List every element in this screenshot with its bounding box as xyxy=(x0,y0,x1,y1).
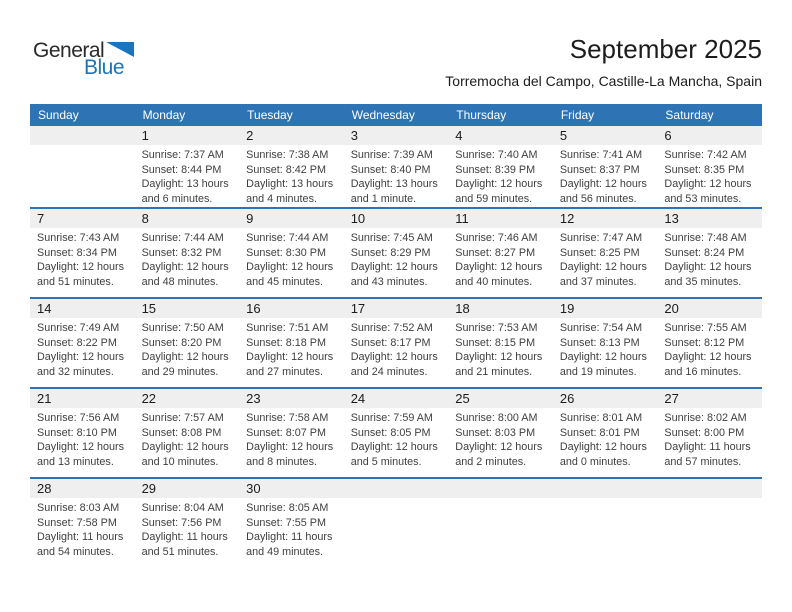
day-number: 30 xyxy=(239,479,344,498)
day-details xyxy=(553,408,658,469)
day-details xyxy=(657,228,762,289)
day-number xyxy=(448,479,553,498)
daylight-text: Daylight: 12 hours and 59 minutes. xyxy=(455,178,543,205)
daylight-text: Daylight: 12 hours and 8 minutes. xyxy=(246,441,334,468)
sunset-text: Sunset: 8:15 PM xyxy=(455,336,536,349)
sunset-text: Sunset: 8:17 PM xyxy=(350,336,431,349)
day-details xyxy=(657,145,762,206)
calendar-table xyxy=(30,104,762,567)
day-details xyxy=(657,408,762,469)
sunrise-text: Sunrise: 7:49 AM xyxy=(37,322,120,334)
sunrise-text: Sunrise: 8:01 AM xyxy=(559,412,643,424)
day-number: 25 xyxy=(448,389,553,408)
sunrise-text: Sunrise: 8:00 AM xyxy=(455,412,538,424)
sunrise-text: Sunrise: 7:52 AM xyxy=(350,322,433,334)
day-number xyxy=(657,479,762,498)
daylight-text: Daylight: 12 hours and 37 minutes. xyxy=(559,261,647,288)
day-cell-23 xyxy=(239,389,344,477)
logo-flag-triangle-icon xyxy=(106,42,134,57)
sunset-text: Sunset: 8:20 PM xyxy=(141,336,222,349)
day-cell-29 xyxy=(135,479,240,567)
daylight-text: Daylight: 11 hours and 54 minutes. xyxy=(37,531,124,558)
daylight-text: Daylight: 12 hours and 48 minutes. xyxy=(141,261,229,288)
daylight-text: Daylight: 12 hours and 32 minutes. xyxy=(37,351,125,378)
day-details xyxy=(448,408,553,469)
day-details xyxy=(30,498,135,559)
week-row-3 xyxy=(30,297,762,387)
day-cell-12 xyxy=(553,209,658,297)
day-number: 1 xyxy=(135,126,240,145)
calendar-body xyxy=(30,126,762,567)
day-cell-30 xyxy=(239,479,344,567)
day-details xyxy=(239,145,344,206)
day-details xyxy=(344,408,449,469)
daylight-text: Daylight: 12 hours and 5 minutes. xyxy=(350,441,438,468)
daylight-text: Daylight: 11 hours and 49 minutes. xyxy=(246,531,333,558)
sunset-text: Sunset: 8:30 PM xyxy=(246,246,326,259)
day-details xyxy=(553,498,658,501)
sunset-text: Sunset: 8:08 PM xyxy=(141,426,222,439)
sunset-text: Sunset: 7:55 PM xyxy=(246,516,326,529)
sunset-text: Sunset: 8:34 PM xyxy=(37,246,117,259)
sunrise-text: Sunrise: 7:38 AM xyxy=(246,149,329,161)
sunrise-text: Sunrise: 7:53 AM xyxy=(455,322,538,334)
sunset-text: Sunset: 8:40 PM xyxy=(350,163,431,176)
day-cell-15 xyxy=(135,299,240,387)
daylight-text: Daylight: 12 hours and 24 minutes. xyxy=(350,351,438,378)
day-number: 27 xyxy=(657,389,762,408)
sunrise-text: Sunrise: 7:51 AM xyxy=(246,322,329,334)
page-title: September 2025 xyxy=(569,34,762,64)
sunrise-text: Sunrise: 7:43 AM xyxy=(37,232,120,244)
day-cell-25 xyxy=(448,389,553,477)
day-cell-5 xyxy=(553,126,658,207)
weekday-header-sunday: Sunday xyxy=(38,108,79,122)
sunset-text: Sunset: 8:18 PM xyxy=(246,336,326,349)
sunset-text: Sunset: 8:01 PM xyxy=(559,426,640,439)
day-cell-empty xyxy=(30,126,135,207)
sunrise-text: Sunrise: 7:44 AM xyxy=(246,232,329,244)
daylight-text: Daylight: 11 hours and 51 minutes. xyxy=(141,531,228,558)
day-number: 2 xyxy=(239,126,344,145)
sunrise-text: Sunrise: 7:54 AM xyxy=(559,322,643,334)
day-cell-24 xyxy=(344,389,449,477)
daylight-text: Daylight: 12 hours and 53 minutes. xyxy=(664,178,752,205)
day-number: 19 xyxy=(553,299,658,318)
day-number: 3 xyxy=(344,126,449,145)
day-cell-22 xyxy=(135,389,240,477)
sunset-text: Sunset: 8:00 PM xyxy=(664,426,745,439)
sunset-text: Sunset: 8:25 PM xyxy=(559,246,640,259)
day-details xyxy=(553,228,658,289)
day-number: 16 xyxy=(239,299,344,318)
daylight-text: Daylight: 13 hours and 4 minutes. xyxy=(246,178,334,205)
sunrise-text: Sunrise: 8:04 AM xyxy=(141,502,224,514)
weekday-header-monday: Monday xyxy=(142,108,186,122)
sunrise-text: Sunrise: 7:48 AM xyxy=(664,232,747,244)
day-details xyxy=(30,145,135,148)
general-blue-logo xyxy=(33,40,134,78)
sunrise-text: Sunrise: 7:58 AM xyxy=(246,412,329,424)
daylight-text: Daylight: 13 hours and 1 minute. xyxy=(350,178,438,205)
day-number: 28 xyxy=(30,479,135,498)
day-number: 9 xyxy=(239,209,344,228)
weekday-header-tuesday: Tuesday xyxy=(247,108,293,122)
day-cell-3 xyxy=(344,126,449,207)
day-number: 8 xyxy=(135,209,240,228)
day-cell-21 xyxy=(30,389,135,477)
weekday-header-thursday: Thursday xyxy=(456,108,507,122)
day-cell-empty xyxy=(657,479,762,567)
day-cell-26 xyxy=(553,389,658,477)
daylight-text: Daylight: 12 hours and 13 minutes. xyxy=(37,441,125,468)
sunrise-text: Sunrise: 7:41 AM xyxy=(559,149,643,161)
day-number: 6 xyxy=(657,126,762,145)
day-number: 12 xyxy=(553,209,658,228)
weekday-header-friday: Friday xyxy=(560,108,595,122)
sunrise-text: Sunrise: 7:59 AM xyxy=(350,412,433,424)
day-number: 5 xyxy=(553,126,658,145)
day-details xyxy=(239,498,344,559)
day-number: 26 xyxy=(553,389,658,408)
daylight-text: Daylight: 11 hours and 57 minutes. xyxy=(664,441,751,468)
day-details xyxy=(344,318,449,379)
sunrise-text: Sunrise: 7:37 AM xyxy=(141,149,224,161)
day-cell-13 xyxy=(657,209,762,297)
sunset-text: Sunset: 8:22 PM xyxy=(37,336,117,349)
day-cell-20 xyxy=(657,299,762,387)
day-cell-empty xyxy=(553,479,658,567)
sunrise-text: Sunrise: 7:57 AM xyxy=(141,412,224,424)
daylight-text: Daylight: 12 hours and 51 minutes. xyxy=(37,261,125,288)
day-number: 10 xyxy=(344,209,449,228)
sunrise-text: Sunrise: 7:47 AM xyxy=(559,232,643,244)
sunrise-text: Sunrise: 7:45 AM xyxy=(350,232,433,244)
daylight-text: Daylight: 12 hours and 35 minutes. xyxy=(664,261,752,288)
sunset-text: Sunset: 8:32 PM xyxy=(141,246,222,259)
daylight-text: Daylight: 12 hours and 19 minutes. xyxy=(559,351,647,378)
day-details xyxy=(30,318,135,379)
day-number: 4 xyxy=(448,126,553,145)
day-details xyxy=(448,318,553,379)
day-number xyxy=(30,126,135,145)
daylight-text: Daylight: 12 hours and 21 minutes. xyxy=(455,351,543,378)
day-number: 14 xyxy=(30,299,135,318)
title-block xyxy=(445,34,762,89)
day-details xyxy=(553,318,658,379)
day-details xyxy=(135,318,240,379)
sunrise-text: Sunrise: 7:46 AM xyxy=(455,232,538,244)
day-cell-18 xyxy=(448,299,553,387)
daylight-text: Daylight: 12 hours and 56 minutes. xyxy=(559,178,647,205)
daylight-text: Daylight: 12 hours and 45 minutes. xyxy=(246,261,334,288)
logo-text-blue: Blue xyxy=(84,56,125,79)
day-cell-27 xyxy=(657,389,762,477)
day-cell-17 xyxy=(344,299,449,387)
week-row-4 xyxy=(30,387,762,477)
day-cell-8 xyxy=(135,209,240,297)
day-cell-empty xyxy=(344,479,449,567)
weekday-header-row xyxy=(30,104,762,126)
sunrise-text: Sunrise: 7:44 AM xyxy=(141,232,224,244)
sunset-text: Sunset: 8:42 PM xyxy=(246,163,326,176)
sunrise-text: Sunrise: 7:55 AM xyxy=(664,322,747,334)
day-details xyxy=(344,145,449,206)
day-cell-2 xyxy=(239,126,344,207)
sunset-text: Sunset: 8:12 PM xyxy=(664,336,745,349)
sunrise-text: Sunrise: 8:02 AM xyxy=(664,412,747,424)
sunset-text: Sunset: 8:29 PM xyxy=(350,246,431,259)
day-cell-11 xyxy=(448,209,553,297)
day-cell-4 xyxy=(448,126,553,207)
day-cell-7 xyxy=(30,209,135,297)
sunset-text: Sunset: 8:39 PM xyxy=(455,163,536,176)
sunset-text: Sunset: 8:13 PM xyxy=(559,336,640,349)
sunset-text: Sunset: 8:07 PM xyxy=(246,426,326,439)
daylight-text: Daylight: 13 hours and 6 minutes. xyxy=(141,178,229,205)
sunset-text: Sunset: 8:37 PM xyxy=(559,163,640,176)
day-number: 20 xyxy=(657,299,762,318)
day-cell-1 xyxy=(135,126,240,207)
sunrise-text: Sunrise: 7:39 AM xyxy=(350,149,433,161)
day-number: 15 xyxy=(135,299,240,318)
sunrise-text: Sunrise: 7:50 AM xyxy=(141,322,224,334)
day-cell-14 xyxy=(30,299,135,387)
day-details xyxy=(30,228,135,289)
sunset-text: Sunset: 8:05 PM xyxy=(350,426,431,439)
sunset-text: Sunset: 7:58 PM xyxy=(37,516,117,529)
day-details xyxy=(135,145,240,206)
sunset-text: Sunset: 7:56 PM xyxy=(141,516,222,529)
daylight-text: Daylight: 12 hours and 27 minutes. xyxy=(246,351,334,378)
sunrise-text: Sunrise: 8:05 AM xyxy=(246,502,329,514)
week-row-2 xyxy=(30,207,762,297)
sunset-text: Sunset: 8:27 PM xyxy=(455,246,536,259)
day-number: 29 xyxy=(135,479,240,498)
day-details xyxy=(239,318,344,379)
sunrise-text: Sunrise: 7:56 AM xyxy=(37,412,120,424)
daylight-text: Daylight: 12 hours and 40 minutes. xyxy=(455,261,543,288)
daylight-text: Daylight: 12 hours and 0 minutes. xyxy=(559,441,647,468)
daylight-text: Daylight: 12 hours and 29 minutes. xyxy=(141,351,229,378)
day-number: 22 xyxy=(135,389,240,408)
weekday-header-saturday: Saturday xyxy=(665,108,714,122)
logo-text-general: General xyxy=(33,39,105,62)
day-cell-19 xyxy=(553,299,658,387)
day-cell-6 xyxy=(657,126,762,207)
day-number: 18 xyxy=(448,299,553,318)
day-details xyxy=(344,228,449,289)
daylight-text: Daylight: 12 hours and 10 minutes. xyxy=(141,441,229,468)
daylight-text: Daylight: 12 hours and 2 minutes. xyxy=(455,441,543,468)
daylight-text: Daylight: 12 hours and 43 minutes. xyxy=(350,261,438,288)
week-row-5 xyxy=(30,477,762,567)
sunset-text: Sunset: 8:10 PM xyxy=(37,426,117,439)
day-details xyxy=(448,145,553,206)
day-number: 24 xyxy=(344,389,449,408)
sunrise-text: Sunrise: 8:03 AM xyxy=(37,502,120,514)
day-number: 11 xyxy=(448,209,553,228)
day-number xyxy=(344,479,449,498)
day-details xyxy=(448,498,553,501)
day-details xyxy=(448,228,553,289)
sunset-text: Sunset: 8:35 PM xyxy=(664,163,745,176)
day-cell-10 xyxy=(344,209,449,297)
daylight-text: Daylight: 12 hours and 16 minutes. xyxy=(664,351,752,378)
sunrise-text: Sunrise: 7:42 AM xyxy=(664,149,747,161)
day-details xyxy=(239,408,344,469)
day-details xyxy=(135,498,240,559)
weekday-header-wednesday: Wednesday xyxy=(351,108,415,122)
day-number: 23 xyxy=(239,389,344,408)
day-details xyxy=(239,228,344,289)
sunset-text: Sunset: 8:24 PM xyxy=(664,246,745,259)
day-cell-empty xyxy=(448,479,553,567)
sunset-text: Sunset: 8:44 PM xyxy=(141,163,222,176)
day-number: 21 xyxy=(30,389,135,408)
day-details xyxy=(30,408,135,469)
day-number: 7 xyxy=(30,209,135,228)
day-number: 13 xyxy=(657,209,762,228)
week-row-1 xyxy=(30,126,762,207)
day-details xyxy=(135,228,240,289)
day-number: 17 xyxy=(344,299,449,318)
day-details xyxy=(553,145,658,206)
day-cell-28 xyxy=(30,479,135,567)
day-details xyxy=(657,498,762,501)
page-subtitle: Torremocha del Campo, Castille-La Mancha, Spain xyxy=(445,73,762,89)
day-number xyxy=(553,479,658,498)
day-cell-16 xyxy=(239,299,344,387)
day-details xyxy=(135,408,240,469)
sunset-text: Sunset: 8:03 PM xyxy=(455,426,536,439)
day-details xyxy=(344,498,449,501)
day-details xyxy=(657,318,762,379)
sunrise-text: Sunrise: 7:40 AM xyxy=(455,149,538,161)
day-cell-9 xyxy=(239,209,344,297)
